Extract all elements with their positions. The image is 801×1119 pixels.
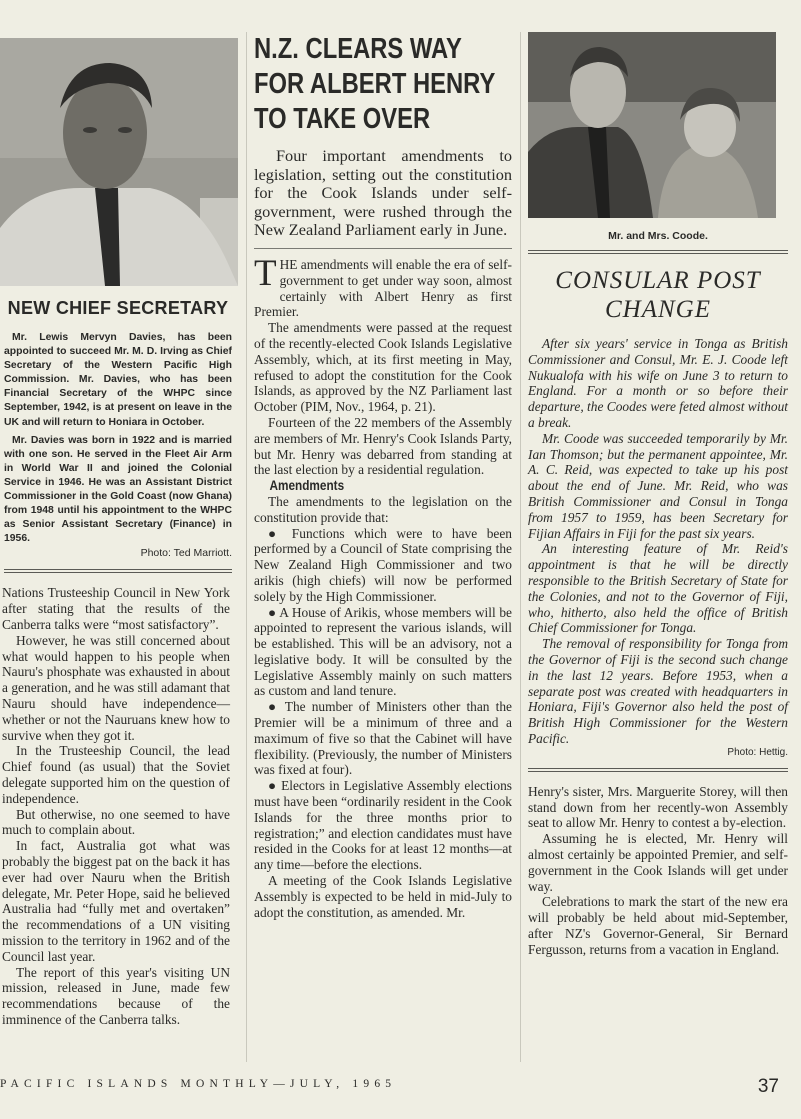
paragraph: However, he was still concerned about what would happen to his people when Nauru's phosphate was exhausted in about a generation, and he was still adamant that Nauru should have independence—whether or not the Nauruans knew how to survive when they got it. [2, 632, 230, 743]
paragraph: The removal of responsibility for Tonga from the Governor of Fiji is the second such change in the last 12 years. Before 1953, when a separate post was created with headquarters in Honiara, Fiji's Governor also held the post of British High Commissioner for the Western Pacific. [528, 636, 788, 746]
photo-credit: Photo: Hettig. [727, 746, 788, 758]
photo-caption: Mr. and Mrs. Coode. [608, 230, 708, 242]
paragraph: Mr. Coode was succeeded temporarily by Mr. Ian Thomson; but the permanent appointee, Mr. A. C. Reid, was expected to take up his post about the end of June. Mr. Reid, who was British Commissioner and Consul in Tonga from 1957 to 1959, has been Secretary for Fijian Affairs in Fiji for the past six years. [528, 430, 788, 541]
portrait-davies-image [0, 38, 238, 286]
column-left [0, 0, 238, 1028]
column-rule [246, 32, 247, 1062]
divider [528, 250, 788, 254]
paragraph: In fact, Australia got what was probably the biggest pat on the back it has ever had over Nauru when the British delegate, Mr. Peter Hope, said he believed Australia had “fully met and overtaken” the recommendations of a UN visiting mission to the territory in 1962 and of the Council last year. [2, 838, 230, 964]
lead-paragraph: THE amendments will enable the era of self-government to get under way soon, almost certainly with Albert Henry as first Premier. [254, 252, 512, 320]
column-right [528, 0, 788, 957]
portrait-coode-image [528, 32, 776, 218]
cook-islands-article [254, 252, 512, 920]
drop-cap: T [254, 252, 277, 294]
paragraph: The amendments were passed at the request of the recently-elected Cook Islands Legislative Assembly, which, at its first meeting in May, refused to adopt the constitution for the Cook Islands, as approved by the NZ Parliament last October (PIM, Nov., 1964, p. 21). [254, 320, 512, 415]
bullet-paragraph: ● A House of Arikis, whose members will be appointed to represent the various islands, will be established. This will be an advisory, not a legislative body. It will be consulted by the Legislative Assembly mainly on such matters as custom and land tenure. [254, 604, 512, 699]
page-number: 37 [757, 1076, 779, 1097]
paragraph: Nations Trusteeship Council in New York after stating that the results of the Canberra talks were “most satisfactory”. [2, 585, 230, 632]
bullet-paragraph: ● Electors in Legislative Assembly elections must have been “ordinarily resident in the Cook Islands for the three months prior to registration;” and election candidates must have resided in the Cooks for at least 12 months—at any time—before the elections. [254, 778, 512, 873]
column-rule [520, 32, 521, 1062]
page-footer [0, 1070, 801, 1119]
bullet-paragraph: ● Functions which were to have been performed by a Council of State comprising the New Zealand High Commissioner and two arikis (high chiefs) will now be performed solely by the High Commissioner. [254, 525, 512, 604]
article-title-line: CONSULAR POST [555, 267, 761, 294]
consular-article [528, 336, 788, 747]
paragraph: Henry's sister, Mrs. Marguerite Storey, will then stand down from her recently-won Assembly seat to allow Mr. Henry to contest a by-election. [528, 783, 788, 831]
headline-line: N.Z. CLEARS WAY [254, 33, 462, 65]
paragraph: Fourteen of the 22 members of the Assembly are members of Mr. Henry's Cook Islands Party, but Mr. Henry was debarred from standing at the last election by a residential regulation. [254, 414, 512, 478]
nauru-article [0, 585, 238, 1027]
bullet-paragraph: ● The number of Ministers other than the Premier will be a minimum of three and a maximum of five so that the Cabinet will have flexibility. (Previously, the number of Ministers was fixed at four). [254, 699, 512, 778]
caption-paragraph: Mr. Davies was born in 1922 and is married with one son. He served in the Fleet Air Arm in World War II and joined the Colonial Service in 1946. He was an Assistant District Commissioner in the Gold Coast (now Ghana) from 1948 until his appointment to the WHPC as Senior Assistant Secretary (Finance) in 1956. [4, 434, 232, 545]
article-title-line: CHANGE [605, 296, 711, 323]
divider [528, 768, 788, 772]
paragraph: A meeting of the Cook Islands Legislative Assembly is expected to be held in mid-July to adopt the constitution, as amended. Mr. [254, 873, 512, 920]
headline-line: TO TAKE OVER [254, 103, 431, 135]
photo-credit: Photo: Ted Marriott. [140, 547, 232, 560]
paragraph: After six years' service in Tonga as British Commissioner and Consul, Mr. E. J. Coode left Nukualofa with his wife on June 3 to return to England. For a month or so before their departure, the Coodes were feted almost without a break. [528, 336, 788, 430]
divider [254, 248, 512, 249]
paragraph: But otherwise, no one seemed to have much to complain about. [2, 806, 230, 838]
paragraph: An interesting feature of Mr. Reid's appointment is that he will be directly responsible to the British Secretary of State for the Colonies, and not to the Governor of Fiji, who, hitherto, also held the office of British Chief Commissioner for Tonga. [528, 541, 788, 636]
article-deck: Four important amendments to legislation, setting out the constitution for the Cook Islands under self-government, were rushed through the New Zealand Parliament early in June. [254, 146, 512, 240]
photo-coode [528, 32, 776, 218]
headline-line: FOR ALBERT HENRY [254, 68, 496, 100]
paragraph: Assuming he is elected, Mr. Henry will almost certainly be appointed Premier, and self-government in the Cook Islands will get under way. [528, 831, 788, 894]
paragraph: The report of this year's visiting UN mission, released in June, made few recommendations because of the imminence of the Canberra talks. [2, 964, 230, 1027]
caption-title: NEW CHIEF SECRETARY [7, 298, 229, 318]
photo-davies [0, 38, 238, 286]
caption-paragraph: Mr. Lewis Mervyn Davies, has been appointed to succeed Mr. M. D. Irving as Chief Secretary of the Western Pacific High Commission. Mr. Davies, who has been Financial Secretary of the WHPC since September, 1942, is at present on leave in the UK and will return to Honiara in October. [4, 332, 232, 428]
paragraph: The amendments to the legislation on the constitution provide that: [254, 493, 512, 525]
paragraph: Celebrations to mark the start of the new era will probably be held about mid-September, after NZ's Governor-General, Sir Bernard Fergusson, returns from a vacation in England. [528, 894, 788, 957]
column-middle [254, 0, 512, 920]
paragraph: In the Trusteeship Council, the lead Chief found (as usual) that the Soviet delegate supported him on the question of independence. [2, 743, 230, 806]
divider [4, 569, 232, 573]
magazine-name: PACIFIC ISLANDS MONTHLY—JULY, 1965 [0, 1078, 397, 1090]
section-subhead: Amendments [269, 478, 345, 494]
cook-islands-continued [528, 784, 788, 958]
